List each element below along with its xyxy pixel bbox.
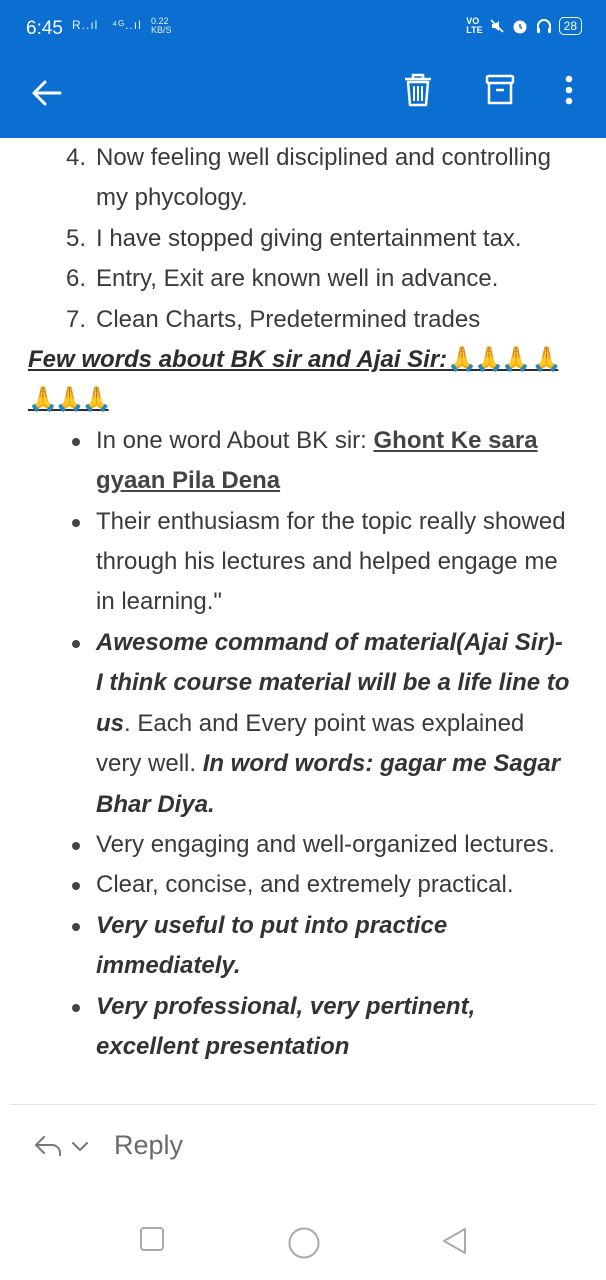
email-body [0,138,606,1104]
bullet-list [0,421,606,1068]
arrow-left-icon[interactable] [30,76,64,110]
network-speed: 0.22 KB/S [151,16,172,35]
trash-icon[interactable] [402,72,434,108]
alarm-icon [511,17,529,35]
underlined-phrase: Ghont Ke sara gyaan Pila Dena [96,426,538,495]
status-time: 6:45 [26,18,63,39]
volte-indicator: VO LTE [466,16,483,35]
mute-icon [489,18,505,34]
section-heading: Few words about BK sir and Ajai Sir:🙏🙏🙏 🙏🙏🙏🙏 [28,346,559,414]
archive-icon[interactable] [484,72,516,108]
list-item: Awesome command of material(Ajai Sir)- I think course material will be a life line to us. Each and Every point was explained very well. In word words: gagar me Sagar Bhar Diya. [0,623,606,825]
list-item: 6. Entry, Exit are known well in advance. [66,265,499,293]
more-vertical-icon[interactable] [562,72,576,108]
reply-label: Reply [114,1130,184,1160]
list-item: 5. I have stopped giving entertainment tax. [66,224,522,252]
headphones-icon [535,17,553,35]
list-item: In one word About BK sir: Ghont Ke sara gyaan Pila Dena [0,421,606,502]
list-item: 7. Clean Charts, Predetermined trades [66,305,481,333]
back-nav-icon[interactable] [440,1226,468,1256]
list-item: Clear, concise, and extremely practical. [0,865,606,905]
folded-hands-emoji: 🙏🙏🙏 🙏🙏🙏🙏 [28,346,559,414]
signal-strength-2: ⁴ᴳ..ıl [112,18,142,32]
list-item: Very professional, very pertinent, excellent presentation [0,987,606,1068]
status-bar [0,0,606,62]
list-item: Very useful to put into practice immediately. [0,906,606,987]
chevron-down-icon[interactable] [70,1139,90,1153]
signal-strength-1: R..ıl [72,18,99,32]
numbered-list [0,138,606,340]
list-item: Their enthusiasm for the topic really showed through his lectures and helped engage me in learning." [0,502,606,623]
app-bar [0,0,606,138]
list-item: Very engaging and well-organized lectures. [0,825,606,865]
recent-apps-icon[interactable] [139,1226,165,1252]
system-nav-bar [0,1206,606,1280]
status-icons [466,17,582,35]
reply-button[interactable] [32,1130,183,1161]
reply-arrow-icon [32,1133,66,1159]
battery-indicator: 28 [559,17,582,35]
home-icon[interactable] [287,1226,321,1260]
divider [10,1104,596,1105]
list-item: 4. Now feeling well disciplined and controlling my phycology. [66,144,551,212]
